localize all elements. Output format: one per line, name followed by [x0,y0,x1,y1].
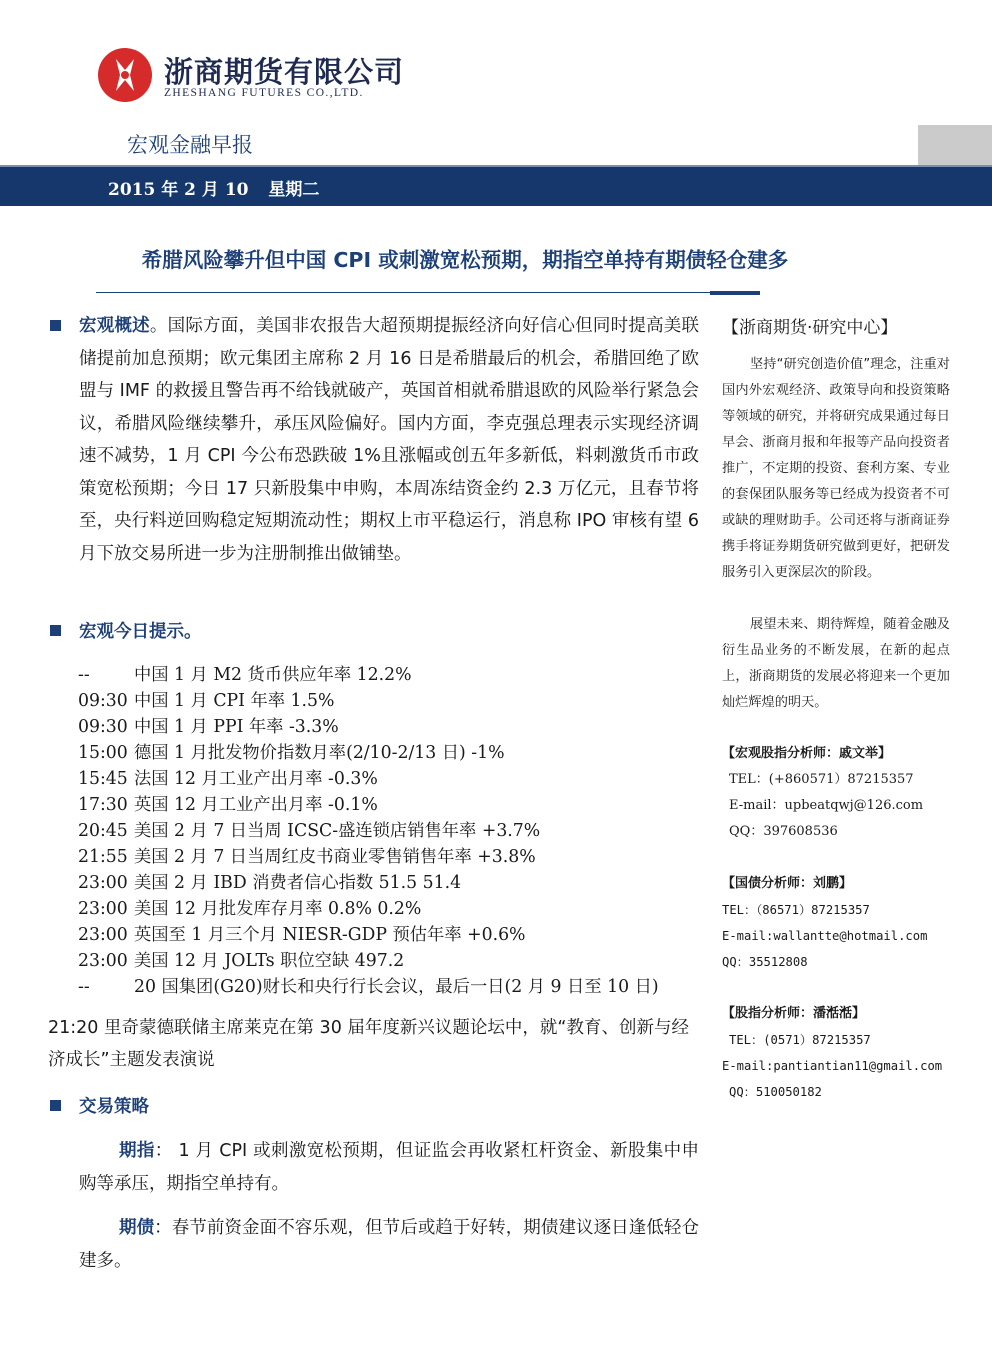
weekday-value: 星期二 [268,180,320,200]
analyst-email: E-mail：upbeatqwj@126.com [729,798,924,813]
square-bullet-icon [50,625,61,636]
event-text: 中国 1 月 CPI 年率 1.5% [134,691,335,711]
date-value: 2015 年 2 月 10 [108,180,249,200]
analyst-contact [722,871,982,975]
event-time: 23:00 [78,873,128,893]
analyst-email: E-mail:wallantte@hotmail.com [722,929,928,943]
event-time: 15:45 [78,769,128,789]
overview-text: 。国际方面，美国非农报告大超预期提振经济向好信心但同时提高美联储提前加息预期；欧元集团主席称 2 月 16 日是希腊最后的机会，希腊回绝了欧盟与 IMF 的救援且警告再不给钱就破产，英国首相就希腊退欧的风险举行紧急会议，希腊风险继续攀升，承压风险偏好。国内方面，李克强总理表示实现经济调速不减势，1 月 CPI 今公布恐跌破 1%且涨幅或创五年多新低，料刺激货币市政策宽松预期；今日 17 只新股集中申购，本周冻结资金约 2.3 万亿元，且春节将至，央行料逆回购稳定短期流动性；期权上市平稳运行，消息称 IPO 审核有望 6 月下放交易所进一步为注册制推出做铺垫。 [79,316,700,564]
event-item [78,974,718,1000]
event-time: -- [78,665,90,685]
event-text: 美国 2 月 7 日当周红皮书商业零售销售年率 +3.8% [134,847,536,867]
event-text: 英国至 1 月三个月 NIESR-GDP 预估年率 +0.6% [134,925,526,945]
analyst-qq: QQ：510050182 [729,1085,822,1099]
event-time: 23:00 [78,925,128,945]
event-text: 20 国集团(G20)财长和央行行长会议，最后一日(2 月 9 日至 10 日) [134,977,659,997]
event-item [78,714,718,740]
analyst-email: E-mail:pantiantian11@gmail.com [722,1059,943,1073]
strategy-heading: 交易策略 [79,1097,149,1117]
bonds-label: 期债 [119,1218,155,1238]
event-item [78,792,718,818]
event-time: -- [78,977,90,997]
overview-heading: 宏观概述 [79,316,150,336]
analyst-name: 【宏观股指分析师：戚文举】 [722,746,892,761]
event-time: 15:00 [78,743,128,763]
header-accent-block [918,125,992,165]
headline-divider [96,292,760,293]
headline: 希腊风险攀升但中国 CPI 或刺激宽松预期，期指空单持有期债轻仓建多 [141,248,789,272]
strategy-bonds-paragraph [79,1212,699,1277]
company-name-en: ZHESHANG FUTURES CO.,LTD. [164,87,364,99]
event-text: 美国 12 月批发库存月率 0.8% 0.2% [134,899,422,919]
event-text: 美国 2 月 IBD 消费者信心指数 51.5 51.4 [134,873,462,893]
event-text: 法国 12 月工业产出月率 -0.3% [134,769,378,789]
event-text: 德国 1 月批发物价指数月率(2/10-2/13 日) -1% [134,743,505,763]
bonds-text: ：春节前资金面不容乐观，但节后或趋于好转，期债建议逐日逢低轻仓建多。 [79,1218,699,1271]
sidebar-title: 【浙商期货·研究中心】 [722,318,898,338]
event-time: 23:00 [78,951,128,971]
company-name-cn: 浙商期货有限公司 [164,55,405,89]
sidebar-outlook-paragraph: 展望未来、期待辉煌，随着金融及衍生品业务的不断发展，在新的起点上，浙商期货的发展必将迎来一个更加灿烂辉煌的明天。 [722,617,950,710]
square-bullet-icon [50,1100,61,1111]
futures-text: ： 1 月 CPI 或刺激宽松预期，但证监会再收紧杠杆资金、新股集中申购等承压，期指空单持有。 [79,1141,699,1194]
event-text: 英国 12 月工业产出月率 -0.1% [134,795,378,815]
event-time: 09:30 [78,691,128,711]
event-list [78,662,718,1000]
analyst-contact [722,1001,982,1105]
analyst-tel: TEL：(0571）87215357 [729,1033,871,1047]
event-time: 21:55 [78,847,128,867]
futures-label: 期指 [119,1141,155,1161]
event-text: 美国 2 月 7 日当周 ICSC-盛连锁店销售年率 +3.7% [134,821,541,841]
event-item [78,766,718,792]
macro-overview-paragraph [79,310,699,570]
event-time: 20:45 [78,821,128,841]
analyst-qq: QQ：397608536 [729,824,838,839]
analyst-contact [722,741,982,845]
event-text: 中国 1 月 M2 货币供应年率 12.2% [134,665,412,685]
event-item [78,818,718,844]
event-item [78,896,718,922]
sidebar-intro-paragraph: 坚持“研究创造价值”理念，注重对国内外宏观经济、政策导向和投资策略等领域的研究，并将研究成果通过每日早会、浙商月报和年报等产品向投资者推广，不定期的投资、套利方案、专业的套保团队服务等已经成为投资者不可或缺的理财助手。公司还将与浙商证券携手将证券期货研究做到更好，把研发服务引入更深层次的阶段。 [722,357,950,580]
analyst-tel: TEL：（86571）87215357 [722,903,870,917]
analyst-name: 【股指分析师：潘湉湉】 [722,1006,866,1021]
event-text: 美国 12 月 JOLTs 职位空缺 497.2 [134,951,405,971]
event-item [78,740,718,766]
zheshang-logo-icon [96,46,154,104]
analyst-qq: QQ：35512808 [722,955,808,969]
strategy-futures-paragraph [79,1135,699,1200]
event-time: 17:30 [78,795,128,815]
date-bar [0,165,992,206]
report-date [108,175,333,200]
event-text: 中国 1 月 PPI 年率 -3.3% [134,717,339,737]
event-item [78,870,718,896]
event-item [78,948,718,974]
event-item [78,844,718,870]
analyst-name: 【国债分析师：刘鹏】 [722,876,853,891]
event-item [78,688,718,714]
report-title: 宏观金融早报 [127,133,253,157]
headline-divider-accent [710,291,760,295]
analyst-tel: TEL：(+860571）87215357 [729,772,914,787]
event-item [78,662,718,688]
square-bullet-icon [50,320,61,331]
today-events-heading: 宏观今日提示。 [79,622,202,642]
event-item [78,922,718,948]
event-time: 09:30 [78,717,128,737]
event-item-last: 21:20 里奇蒙德联储主席莱克在第 30 届年度新兴议题论坛中，就“教育、创新与经济成长”主题发表演说 [48,1018,689,1070]
event-time: 23:00 [78,899,128,919]
